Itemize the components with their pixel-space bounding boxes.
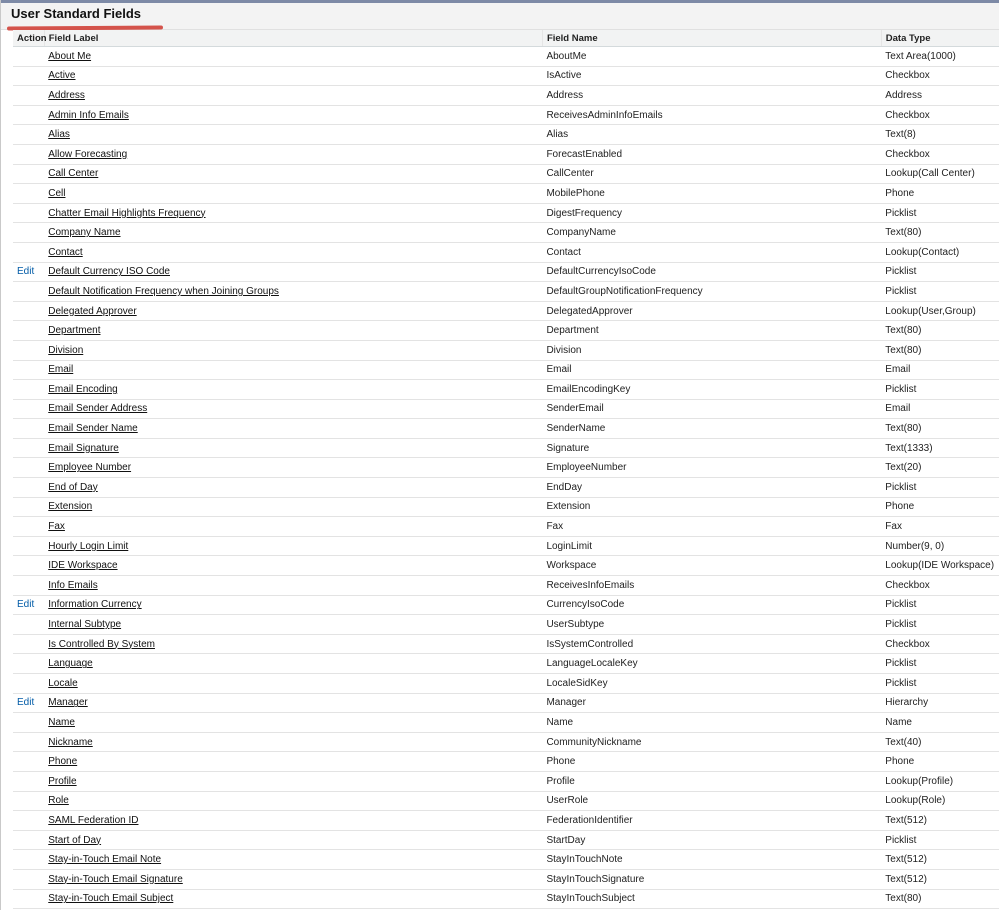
field-label-link[interactable]: Email <box>48 364 74 376</box>
field-label-link[interactable]: Name <box>48 716 75 728</box>
data-type-cell: Picklist <box>881 478 999 498</box>
field-label-cell <box>44 771 542 791</box>
action-cell <box>13 634 44 654</box>
data-type-cell: Picklist <box>881 203 999 223</box>
field-name-cell: StartDay <box>542 830 881 850</box>
action-cell <box>13 340 44 360</box>
data-type-cell: Name <box>881 713 999 733</box>
field-label-link[interactable]: Profile <box>48 775 77 787</box>
field-label-cell <box>44 321 542 341</box>
field-label-link[interactable]: Phone <box>48 756 78 768</box>
table-row <box>13 771 999 791</box>
field-name-cell: UserSubtype <box>542 615 881 635</box>
table-row <box>13 674 999 694</box>
data-type-cell: Picklist <box>881 654 999 674</box>
field-label-cell <box>44 144 542 164</box>
action-cell <box>13 732 44 752</box>
edit-link[interactable]: Edit <box>17 599 35 611</box>
action-cell <box>13 889 44 909</box>
field-label-cell <box>44 811 542 831</box>
field-name-cell: Manager <box>542 693 881 713</box>
field-name-cell: LocaleSidKey <box>542 674 881 694</box>
field-name-cell: MobilePhone <box>542 184 881 204</box>
field-name-cell: CallCenter <box>542 164 881 184</box>
field-label-link[interactable]: Active <box>48 70 76 82</box>
field-label-cell <box>44 86 542 106</box>
field-label-cell <box>44 380 542 400</box>
table-row <box>13 517 999 537</box>
field-name-cell: Workspace <box>542 556 881 576</box>
fields-table <box>13 30 999 909</box>
data-type-cell: Checkbox <box>881 144 999 164</box>
data-type-cell: Text(512) <box>881 811 999 831</box>
field-name-cell: ReceivesAdminInfoEmails <box>542 105 881 125</box>
data-type-cell: Text(80) <box>881 889 999 909</box>
field-label-link[interactable]: Locale <box>48 677 78 689</box>
action-cell <box>13 164 44 184</box>
action-cell <box>13 713 44 733</box>
field-label-link[interactable]: Nickname <box>48 736 93 748</box>
table-row <box>13 791 999 811</box>
action-cell <box>13 47 44 67</box>
field-label-link[interactable]: Default Currency ISO Code <box>48 266 170 278</box>
data-type-cell: Picklist <box>881 615 999 635</box>
data-type-cell: Text(80) <box>881 419 999 439</box>
field-name-cell: LanguageLocaleKey <box>542 654 881 674</box>
field-name-cell: IsSystemControlled <box>542 634 881 654</box>
action-cell <box>13 262 44 282</box>
field-name-cell: Name <box>542 713 881 733</box>
field-label-cell <box>44 438 542 458</box>
table-row <box>13 869 999 889</box>
data-type-cell: Lookup(Role) <box>881 791 999 811</box>
data-type-cell: Fax <box>881 517 999 537</box>
field-label-cell <box>44 654 542 674</box>
data-type-cell: Text(80) <box>881 321 999 341</box>
data-type-cell: Phone <box>881 497 999 517</box>
table-row <box>13 399 999 419</box>
table-row <box>13 301 999 321</box>
field-label-cell <box>44 66 542 86</box>
table-row <box>13 732 999 752</box>
table-row <box>13 595 999 615</box>
field-label-link[interactable]: Admin Info Emails <box>48 109 129 121</box>
field-label-cell <box>44 478 542 498</box>
data-type-cell: Text(40) <box>881 732 999 752</box>
field-label-link[interactable]: Role <box>48 795 69 807</box>
field-label-link[interactable]: Alias <box>48 129 70 141</box>
field-name-cell: SenderEmail <box>542 399 881 419</box>
field-label-link[interactable]: IDE Workspace <box>48 560 118 572</box>
action-cell <box>13 125 44 145</box>
table-row <box>13 889 999 909</box>
column-header-field-label[interactable]: Field Label <box>44 30 542 47</box>
field-label-cell <box>44 203 542 223</box>
data-type-cell: Text(80) <box>881 223 999 243</box>
table-row <box>13 830 999 850</box>
field-name-cell: StayInTouchNote <box>542 850 881 870</box>
action-cell <box>13 576 44 596</box>
field-label-link[interactable]: Extension <box>48 501 93 513</box>
data-type-cell: Text(512) <box>881 850 999 870</box>
table-row <box>13 850 999 870</box>
field-label-link[interactable]: Cell <box>48 187 66 199</box>
data-type-cell: Hierarchy <box>881 693 999 713</box>
data-type-cell: Phone <box>881 752 999 772</box>
data-type-cell: Number(9, 0) <box>881 536 999 556</box>
field-label-link[interactable]: Stay-in-Touch Email Signature <box>48 873 183 885</box>
field-name-cell: EndDay <box>542 478 881 498</box>
table-row <box>13 556 999 576</box>
field-label-cell <box>44 615 542 635</box>
field-name-cell: LoginLimit <box>542 536 881 556</box>
field-label-link[interactable]: Email Sender Name <box>48 423 138 435</box>
table-row <box>13 105 999 125</box>
action-cell <box>13 693 44 713</box>
table-body <box>13 47 999 909</box>
action-cell <box>13 752 44 772</box>
field-label-cell <box>44 791 542 811</box>
field-label-cell <box>44 693 542 713</box>
field-label-cell <box>44 242 542 262</box>
table-row <box>13 497 999 517</box>
action-cell <box>13 223 44 243</box>
table-row <box>13 693 999 713</box>
table-row <box>13 576 999 596</box>
field-name-cell: FederationIdentifier <box>542 811 881 831</box>
table-row <box>13 203 999 223</box>
field-label-cell <box>44 301 542 321</box>
field-name-cell: Division <box>542 340 881 360</box>
field-label-link[interactable]: Language <box>48 658 93 670</box>
field-label-cell <box>44 869 542 889</box>
action-cell <box>13 850 44 870</box>
data-type-cell: Checkbox <box>881 105 999 125</box>
field-label-link[interactable]: Division <box>48 344 84 356</box>
field-name-cell: DefaultGroupNotificationFrequency <box>542 282 881 302</box>
field-label-cell <box>44 399 542 419</box>
action-cell <box>13 791 44 811</box>
field-label-link[interactable]: Email Signature <box>48 442 119 454</box>
table-header-row <box>13 30 999 47</box>
action-cell <box>13 556 44 576</box>
action-cell <box>13 869 44 889</box>
field-name-cell: Contact <box>542 242 881 262</box>
field-label-link[interactable]: Delegated Approver <box>48 305 137 317</box>
action-cell <box>13 66 44 86</box>
field-label-link[interactable]: Start of Day <box>48 834 102 846</box>
data-type-cell: Checkbox <box>881 576 999 596</box>
data-type-cell: Picklist <box>881 830 999 850</box>
data-type-cell: Text(20) <box>881 458 999 478</box>
field-label-link[interactable]: Information Currency <box>48 599 142 611</box>
data-type-cell: Lookup(Profile) <box>881 771 999 791</box>
data-type-cell: Picklist <box>881 262 999 282</box>
action-cell <box>13 595 44 615</box>
edit-link[interactable]: Edit <box>17 266 35 278</box>
action-cell <box>13 830 44 850</box>
field-name-cell: DelegatedApprover <box>542 301 881 321</box>
field-label-cell <box>44 262 542 282</box>
data-type-cell: Email <box>881 399 999 419</box>
field-label-link[interactable]: SAML Federation ID <box>48 814 139 826</box>
table-row <box>13 47 999 67</box>
field-label-cell <box>44 850 542 870</box>
field-name-cell: CommunityNickname <box>542 732 881 752</box>
field-label-cell <box>44 732 542 752</box>
action-cell <box>13 478 44 498</box>
field-label-link[interactable]: Stay-in-Touch Email Subject <box>48 893 174 905</box>
field-name-cell: CurrencyIsoCode <box>542 595 881 615</box>
field-name-cell: ForecastEnabled <box>542 144 881 164</box>
table-row <box>13 752 999 772</box>
field-name-cell: Alias <box>542 125 881 145</box>
data-type-cell: Checkbox <box>881 66 999 86</box>
table-row <box>13 360 999 380</box>
field-label-cell <box>44 713 542 733</box>
data-type-cell: Lookup(User,Group) <box>881 301 999 321</box>
table-row <box>13 458 999 478</box>
data-type-cell: Picklist <box>881 282 999 302</box>
field-label-cell <box>44 556 542 576</box>
action-cell <box>13 144 44 164</box>
data-type-cell: Email <box>881 360 999 380</box>
table-row <box>13 282 999 302</box>
table-row <box>13 478 999 498</box>
field-name-cell: Profile <box>542 771 881 791</box>
action-cell <box>13 301 44 321</box>
edit-link[interactable]: Edit <box>17 697 35 709</box>
field-label-link[interactable]: Allow Forecasting <box>48 148 128 160</box>
field-label-link[interactable]: Is Controlled By System <box>48 638 155 650</box>
field-label-cell <box>44 517 542 537</box>
field-name-cell: IsActive <box>542 66 881 86</box>
action-cell <box>13 517 44 537</box>
table-row <box>13 654 999 674</box>
data-type-cell: Picklist <box>881 674 999 694</box>
data-type-cell: Picklist <box>881 595 999 615</box>
field-label-cell <box>44 674 542 694</box>
action-cell <box>13 615 44 635</box>
field-name-cell: AboutMe <box>542 47 881 67</box>
action-cell <box>13 771 44 791</box>
field-name-cell: ReceivesInfoEmails <box>542 576 881 596</box>
data-type-cell: Address <box>881 86 999 106</box>
field-label-cell <box>44 105 542 125</box>
column-header-data-type[interactable]: Data Type <box>881 30 999 47</box>
table-row <box>13 321 999 341</box>
table-row <box>13 811 999 831</box>
field-label-cell <box>44 282 542 302</box>
field-label-cell <box>44 458 542 478</box>
field-name-cell: Extension <box>542 497 881 517</box>
field-name-cell: SenderName <box>542 419 881 439</box>
action-cell <box>13 497 44 517</box>
field-name-cell: Signature <box>542 438 881 458</box>
table-row <box>13 380 999 400</box>
table-row <box>13 536 999 556</box>
field-label-link[interactable]: Company Name <box>48 227 121 239</box>
section-header <box>1 3 999 30</box>
data-type-cell: Text(80) <box>881 340 999 360</box>
field-label-cell <box>44 595 542 615</box>
table-row <box>13 144 999 164</box>
field-label-cell <box>44 47 542 67</box>
column-header-action[interactable]: Action <box>13 30 44 47</box>
action-cell <box>13 399 44 419</box>
field-name-cell: UserRole <box>542 791 881 811</box>
field-label-link[interactable]: Stay-in-Touch Email Note <box>48 854 162 866</box>
field-label-link[interactable]: Chatter Email Highlights Frequency <box>48 207 206 219</box>
data-type-cell: Phone <box>881 184 999 204</box>
action-cell <box>13 203 44 223</box>
action-cell <box>13 536 44 556</box>
field-label-cell <box>44 125 542 145</box>
action-cell <box>13 811 44 831</box>
field-name-cell: EmailEncodingKey <box>542 380 881 400</box>
field-name-cell: Address <box>542 86 881 106</box>
table-row <box>13 419 999 439</box>
action-cell <box>13 458 44 478</box>
data-type-cell: Checkbox <box>881 634 999 654</box>
field-label-cell <box>44 223 542 243</box>
field-label-link[interactable]: Email Sender Address <box>48 403 148 415</box>
data-type-cell: Text(512) <box>881 869 999 889</box>
data-type-cell: Text(8) <box>881 125 999 145</box>
field-label-link[interactable]: Default Notification Frequency when Joining Groups <box>48 285 279 297</box>
field-label-link[interactable]: Address <box>48 89 85 101</box>
table-row <box>13 125 999 145</box>
field-label-cell <box>44 340 542 360</box>
table-row <box>13 164 999 184</box>
field-label-cell <box>44 497 542 517</box>
table-row <box>13 242 999 262</box>
table-row <box>13 66 999 86</box>
field-label-link[interactable]: Contact <box>48 246 83 258</box>
action-cell <box>13 86 44 106</box>
field-label-cell <box>44 889 542 909</box>
field-label-link[interactable]: Email Encoding <box>48 383 118 395</box>
field-label-link[interactable]: Info Emails <box>48 579 98 591</box>
field-name-cell: StayInTouchSubject <box>542 889 881 909</box>
action-cell <box>13 654 44 674</box>
section-title: User Standard Fields <box>11 6 142 21</box>
column-header-field-name[interactable]: Field Name <box>542 30 881 47</box>
field-label-cell <box>44 536 542 556</box>
data-type-cell: Picklist <box>881 380 999 400</box>
field-label-cell <box>44 184 542 204</box>
action-cell <box>13 282 44 302</box>
field-label-link[interactable]: Manager <box>48 697 88 709</box>
table-row <box>13 223 999 243</box>
data-type-cell: Text Area(1000) <box>881 47 999 67</box>
data-type-cell: Lookup(Contact) <box>881 242 999 262</box>
field-name-cell: Phone <box>542 752 881 772</box>
data-type-cell: Lookup(Call Center) <box>881 164 999 184</box>
table-row <box>13 713 999 733</box>
field-label-cell <box>44 752 542 772</box>
field-label-link[interactable]: Internal Subtype <box>48 619 122 631</box>
field-label-cell <box>44 419 542 439</box>
field-label-link[interactable]: Call Center <box>48 168 99 180</box>
field-label-link[interactable]: Employee Number <box>48 462 132 474</box>
table-row <box>13 86 999 106</box>
field-label-link[interactable]: Fax <box>48 521 65 533</box>
field-label-cell <box>44 830 542 850</box>
data-type-cell: Lookup(IDE Workspace) <box>881 556 999 576</box>
field-name-cell: Department <box>542 321 881 341</box>
field-name-cell: Email <box>542 360 881 380</box>
action-cell <box>13 360 44 380</box>
table-row <box>13 634 999 654</box>
field-name-cell: Fax <box>542 517 881 537</box>
action-cell <box>13 242 44 262</box>
table-row <box>13 340 999 360</box>
field-label-cell <box>44 576 542 596</box>
field-label-link[interactable]: Hourly Login Limit <box>48 540 129 552</box>
action-cell <box>13 380 44 400</box>
action-cell <box>13 184 44 204</box>
field-name-cell: CompanyName <box>542 223 881 243</box>
table-row <box>13 438 999 458</box>
table-row <box>13 184 999 204</box>
field-label-cell <box>44 164 542 184</box>
field-label-link[interactable]: About Me <box>48 50 92 62</box>
field-label-cell <box>44 360 542 380</box>
field-name-cell: EmployeeNumber <box>542 458 881 478</box>
data-type-cell: Text(1333) <box>881 438 999 458</box>
table-row <box>13 615 999 635</box>
table-row <box>13 262 999 282</box>
action-cell <box>13 674 44 694</box>
action-cell <box>13 419 44 439</box>
action-cell <box>13 438 44 458</box>
field-label-cell <box>44 634 542 654</box>
field-name-cell: DefaultCurrencyIsoCode <box>542 262 881 282</box>
action-cell <box>13 321 44 341</box>
field-label-link[interactable]: Department <box>48 325 101 337</box>
field-name-cell: DigestFrequency <box>542 203 881 223</box>
action-cell <box>13 105 44 125</box>
field-label-link[interactable]: End of Day <box>48 481 98 493</box>
field-name-cell: StayInTouchSignature <box>542 869 881 889</box>
